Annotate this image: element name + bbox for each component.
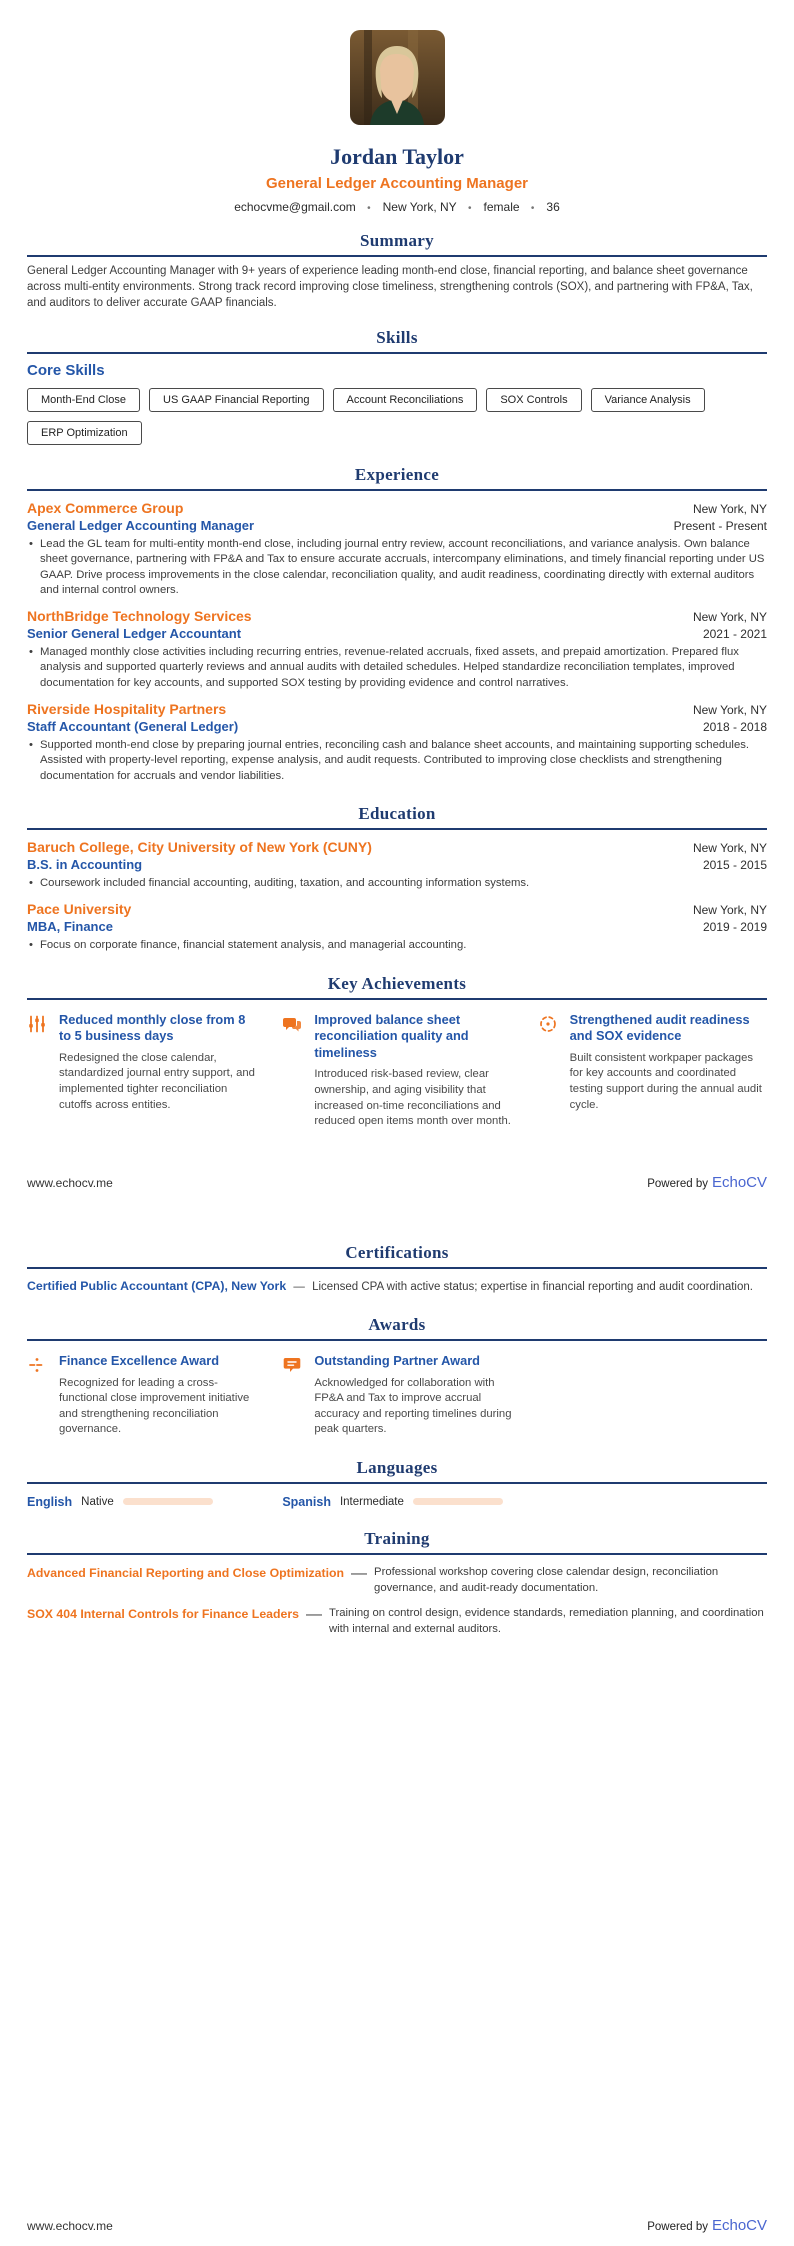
- education-section: [27, 804, 767, 953]
- section-divider: [27, 1267, 767, 1269]
- language-level: Intermediate: [339, 1495, 404, 1508]
- training-item: [27, 1606, 767, 1638]
- achievements-section: [27, 974, 767, 1130]
- footer-site-link[interactable]: www.echocv.me: [27, 2219, 113, 2233]
- contact-email[interactable]: echocvme@gmail.com: [234, 200, 356, 214]
- language-item: [27, 1495, 256, 1509]
- person-job-title: General Ledger Accounting Manager: [266, 175, 528, 192]
- award-title: Finance Excellence Award: [59, 1352, 220, 1368]
- certification-description: Licensed CPA with active status; expertise in financial reporting and audit coordination.: [312, 1280, 753, 1293]
- awards-heading: Awards: [368, 1314, 426, 1334]
- school-name: Pace University: [27, 900, 132, 917]
- powered-by: [647, 2217, 767, 2234]
- achievement-title: Improved balance sheet reconciliation quality and timeliness: [314, 1011, 469, 1060]
- contact-line: [27, 200, 767, 214]
- section-divider: [27, 1482, 767, 1484]
- company-name: NorthBridge Technology Services: [27, 607, 252, 624]
- language-item: [282, 1495, 511, 1509]
- experience-entry: [27, 608, 767, 692]
- section-divider: [27, 255, 767, 257]
- award-item: [27, 1353, 256, 1438]
- certifications-section: [27, 1243, 767, 1295]
- language-level: Native: [81, 1495, 114, 1508]
- job-role: General Ledger Accounting Manager: [27, 517, 255, 533]
- contact-age: • 36: [531, 200, 560, 214]
- training-heading: Training: [364, 1528, 430, 1548]
- section-divider: [27, 489, 767, 491]
- sliders-icon: [27, 1012, 49, 1130]
- chat-bubbles-icon: [282, 1012, 304, 1130]
- separator-dash: —: [293, 1280, 305, 1293]
- degree-name: MBA, Finance: [27, 918, 113, 934]
- training-title: Advanced Financial Reporting and Close Optimization: [27, 1565, 345, 1580]
- achievement-title: Reduced monthly close from 8 to 5 business days: [59, 1011, 246, 1044]
- education-entry: [27, 901, 767, 954]
- school-name: Baruch College, City University of New York (CUNY): [27, 839, 372, 856]
- experience-entry: [27, 500, 767, 599]
- summary-text: General Ledger Accounting Manager with 9+ years of experience leading month-end close, financial reporting, and balance sheet governance across multi-entity environments. Strong track record improving close timeliness, strengthening controls (SOX), and partnering with FP&A, Tax, and auditors to deliver accurate GAAP financials.: [27, 265, 753, 309]
- education-dates: 2019 - 2019: [702, 919, 767, 934]
- section-divider: [27, 828, 767, 830]
- training-section: [27, 1529, 767, 1638]
- section-divider: [27, 1339, 767, 1341]
- school-location: New York, NY: [692, 841, 767, 856]
- job-bullet: • Lead the GL team for multi-entity month-end close, including journal entry review, account reconciliations, and variance analysis. Own balance sheet governance, partnering with FP&A and Tax to ensure accurate accruals, intercompany eliminations, and timely financial reporting under US GAAP. Drive process improvements in the close calendar, reconciliation quality, and audit readiness, coordinating directly with external auditors and internal control owners.: [27, 537, 767, 599]
- language-proficiency-bar: [413, 1498, 503, 1505]
- page-footer: [27, 2217, 767, 2234]
- achievement-item: [538, 1012, 767, 1130]
- certification-item: [27, 1278, 767, 1295]
- achievements-heading: Key Achievements: [327, 973, 467, 993]
- language-name: Spanish: [282, 1494, 331, 1509]
- awards-section: [27, 1315, 767, 1438]
- company-name: Riverside Hospitality Partners: [27, 700, 227, 717]
- award-title: Outstanding Partner Award: [314, 1352, 481, 1368]
- summary-heading: Summary: [360, 231, 434, 250]
- job-dates: Present - Present: [673, 518, 767, 533]
- job-bullet: • Managed monthly close activities including recurring entries, revenue-related accruals, fixed assets, and prepaid amortization. Prepared flux analysis and supported quarterly reviews and annual audits with detailed schedules. Helped standardize reconciliation templates, improved documentation for key accounts, and supported SOX testing by providing evidence and control narratives.: [27, 645, 767, 692]
- skill-chip: Variance Analysis: [591, 388, 705, 412]
- education-heading: Education: [358, 804, 436, 824]
- school-location: New York, NY: [692, 902, 767, 917]
- language-proficiency-bar: [123, 1498, 213, 1505]
- job-location: New York, NY: [692, 609, 767, 624]
- achievement-item: [282, 1012, 511, 1130]
- experience-section: [27, 465, 767, 785]
- education-bullet: • Focus on corporate finance, financial statement analysis, and managerial accounting.: [27, 938, 767, 954]
- portrait-photo-placeholder: [350, 30, 445, 125]
- achievement-item: [27, 1012, 256, 1130]
- resume-header: [27, 30, 767, 214]
- job-location: New York, NY: [692, 702, 767, 717]
- languages-section: [27, 1458, 767, 1509]
- experience-entry: [27, 701, 767, 785]
- training-title: SOX 404 Internal Controls for Finance Leaders: [27, 1607, 299, 1622]
- training-item: [27, 1565, 767, 1597]
- feedback-icon: [282, 1353, 304, 1438]
- achievement-body: Introduced risk-based review, clear ownership, and aging visibility that increased on-time reconciliations and reduced open items month over month.: [314, 1068, 511, 1128]
- company-name: Apex Commerce Group: [27, 499, 184, 516]
- education-entry: [27, 839, 767, 892]
- training-description: Training on control design, evidence standards, remediation planning, and coordination with internal and external auditors.: [328, 1607, 764, 1636]
- separator-dash: —: [351, 1564, 368, 1582]
- powered-by: [647, 1174, 767, 1191]
- section-divider: [27, 1553, 767, 1555]
- powered-by-label: Powered by: [647, 2221, 708, 2233]
- language-name: English: [27, 1494, 73, 1509]
- certification-title: Certified Public Accountant (CPA), New York: [27, 1278, 287, 1293]
- education-bullet: • Coursework included financial accounting, auditing, taxation, and accounting information systems.: [27, 876, 767, 892]
- skill-chip: ERP Optimization: [27, 421, 142, 445]
- achievement-body: Built consistent workpaper packages for key accounts and coordinated testing support during the annual audit cycle.: [569, 1051, 762, 1111]
- separator-dash: —: [305, 1606, 322, 1624]
- skills-group-label: Core Skills: [27, 361, 105, 379]
- contact-location: • New York, NY: [367, 200, 457, 214]
- skills-section: [27, 328, 767, 445]
- skill-chip: Account Reconciliations: [333, 388, 478, 412]
- divide-icon: [27, 1353, 49, 1438]
- award-body: Recognized for leading a cross-functional close improvement initiative and strengthening reconciliation governance.: [59, 1376, 250, 1436]
- section-divider: [27, 998, 767, 1000]
- contact-gender: • female: [468, 200, 520, 214]
- job-role: Staff Accountant (General Ledger): [27, 718, 239, 734]
- education-dates: 2015 - 2015: [702, 858, 767, 873]
- skills-heading: Skills: [376, 327, 418, 347]
- skill-chip-list: [27, 388, 767, 445]
- skill-chip: SOX Controls: [486, 388, 581, 412]
- training-description: Professional workshop covering close calendar design, reconciliation governance, and audit-ready documentation.: [374, 1565, 719, 1594]
- certifications-heading: Certifications: [345, 1242, 449, 1262]
- job-location: New York, NY: [692, 501, 767, 516]
- job-dates: 2021 - 2021: [702, 626, 767, 641]
- job-role: Senior General Ledger Accountant: [27, 625, 242, 641]
- job-dates: 2018 - 2018: [702, 719, 767, 734]
- languages-heading: Languages: [356, 1457, 438, 1477]
- summary-section: [27, 231, 767, 312]
- skill-chip: US GAAP Financial Reporting: [149, 388, 324, 412]
- brand-link[interactable]: EchoCV: [711, 2217, 767, 2234]
- degree-name: B.S. in Accounting: [27, 857, 143, 873]
- powered-by-label: Powered by: [647, 1177, 708, 1190]
- brand-link[interactable]: EchoCV: [711, 1173, 767, 1191]
- section-divider: [27, 352, 767, 354]
- target-icon: [538, 1012, 560, 1130]
- job-bullet: • Supported month-end close by preparing journal entries, reconciling cash and balance sheet accounts, and maintaining supporting schedules. Assisted with property-level reporting, expense analysis, and audit requests. Contributed to improving close checklists and strengthening documentation for accruals and vendor liabilities.: [27, 738, 767, 785]
- skill-chip: Month-End Close: [27, 388, 140, 412]
- award-body: Acknowledged for collaboration with FP&A and Tax to improve accrual accuracy and reporting timelines during peak quarters.: [314, 1376, 512, 1436]
- footer-site-link[interactable]: www.echocv.me: [27, 1175, 113, 1190]
- person-name: Jordan Taylor: [330, 144, 464, 169]
- avatar: [350, 30, 445, 125]
- experience-heading: Experience: [354, 464, 440, 484]
- achievement-title: Strengthened audit readiness and SOX evidence: [569, 1011, 750, 1044]
- achievement-body: Redesigned the close calendar, standardized journal entry support, and implemented tighter reconciliation cutoffs across entities.: [59, 1051, 255, 1111]
- page-footer: [27, 1174, 767, 1191]
- award-item: [282, 1353, 511, 1438]
